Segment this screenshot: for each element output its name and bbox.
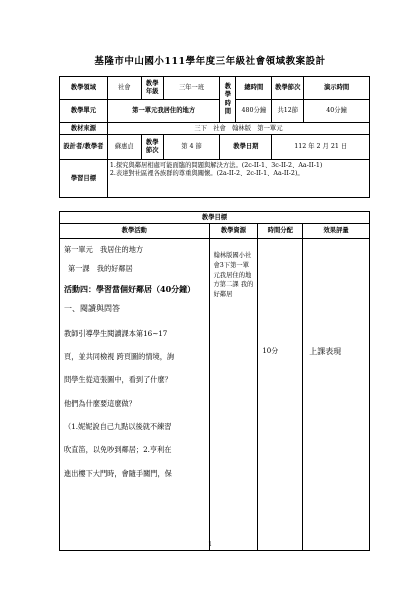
source-value: 三下 社會 翰林版 第一單元	[107, 123, 369, 135]
activity-line: 進出樓下大門時，會隨手關門，保	[64, 468, 172, 478]
domain-label: 教學領域	[60, 77, 108, 100]
page-number: 1	[208, 541, 212, 548]
col-eval: 效果評量	[303, 224, 370, 239]
time-label: 教學時間	[220, 77, 236, 123]
page-title: 基隆市中山國小111學年度三年級社會領域教案設計	[94, 56, 326, 67]
source-label: 教材來源	[60, 123, 108, 135]
col-time: 時間分配	[258, 224, 303, 239]
sessions-value: 共12節	[272, 100, 304, 123]
info-table	[59, 76, 370, 198]
unit-label: 教學單元	[60, 100, 108, 123]
activity-line: 問學生從這張圖中，看到了什麼？	[64, 375, 172, 385]
total-time-value: 480分鐘	[236, 100, 272, 123]
section-header: 教學目標	[60, 212, 370, 224]
activity-line: 第一課 我的好鄰居	[68, 264, 133, 274]
date-label: 教學日期	[220, 135, 272, 160]
date-value: 112 年 2 月 21 日	[272, 135, 370, 160]
grade-label: 教學年級	[141, 77, 163, 100]
goal-line: 1.探究與鄰居相處可能面臨的問題與解決方法。(2c-II-1、3c-II-2、Aa-II-1)	[109, 162, 323, 169]
activity-line: 第一單元 我居住的地方	[64, 245, 144, 254]
activity-line: 他們為什麼要這麼做？	[64, 398, 136, 408]
activity-line: 吹直笛，以免吵到鄰居；2.亨利在	[64, 445, 172, 455]
eval-value: 上課表現	[303, 239, 370, 551]
goal-label: 學習目標	[60, 160, 108, 198]
total-time-label: 總時間	[236, 77, 272, 100]
activity-line: 一、閱讀與問答	[64, 304, 120, 314]
activity-content	[60, 239, 210, 551]
time-value: 10分	[258, 239, 303, 551]
col-resource: 教學資源	[209, 224, 258, 239]
activity-table	[59, 211, 370, 551]
activity-line: 教師引導學生閱讀課本第16∼17	[64, 328, 168, 338]
period-value: 第 4 節	[163, 135, 220, 160]
activity-line: 活動四：學習當個好鄰居（40分鐘）	[64, 283, 196, 294]
activity-line: 頁，並共同檢視 跨頁圖的情境，詢	[64, 351, 175, 361]
domain-value: 社會	[107, 77, 141, 100]
period-label: 教學節次	[141, 135, 163, 160]
resource-content: 翰林版國小社會3下第一單元我居住的地方第二課 我的好鄰居	[209, 239, 258, 551]
goal-text	[107, 160, 369, 198]
grade-value: 三年一班	[163, 77, 220, 100]
activity-line: （1.妮妮說自己九點以後就不練習	[64, 421, 172, 431]
demo-value: 40分鐘	[304, 100, 370, 123]
sessions-label: 教學節次	[272, 77, 304, 100]
unit-value: 第一單元我居住的地方	[107, 100, 220, 123]
demo-label: 演示時間	[304, 77, 370, 100]
designer-label: 設計者/教學者	[60, 135, 108, 160]
designer-value: 蘇惠貞	[107, 135, 141, 160]
col-activity: 教學活動	[60, 224, 210, 239]
goal-line: 2.表達對社區裡各族群的尊重與關懷。(2a-II-2、2c-II-1、Aa-II-2)。	[109, 169, 304, 177]
